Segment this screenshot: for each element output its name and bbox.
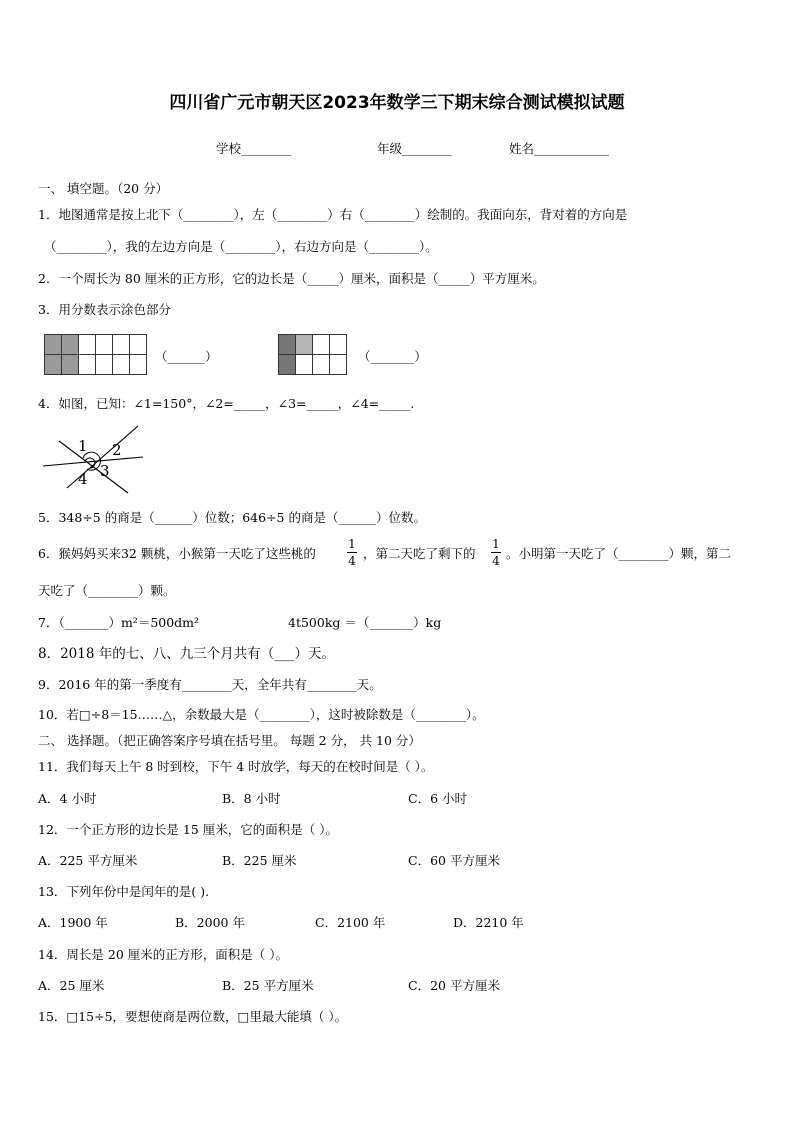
question-11-option-c[interactable]: C．6 小时 [408, 791, 467, 806]
angle-label-3: 3 [100, 462, 110, 480]
question-10: 10．若□÷8＝15……△，余数最大是（________），这时被除数是（________）。 [38, 707, 485, 722]
question-6-part-2: ，第二天吃了剩下的 [363, 546, 476, 561]
angle-label-4: 4 [78, 470, 88, 488]
question-14-option-a[interactable]: A．25 厘米 [38, 978, 105, 993]
question-7-part-1: 7．（_______）m²＝500dm² [38, 615, 200, 630]
fraction-one-quarter-1 [347, 537, 357, 568]
question-12: 12．一个正方形的边长是 15 厘米，它的面积是（ ）。 [38, 822, 338, 837]
section-heading-fill-blank: 一、 填空题。（20 分） [38, 181, 169, 196]
question-3-blank-1[interactable]: （______） [155, 349, 218, 364]
question-4: 4．如图，已知：∠1=150°，∠2=_____，∠3=_____，∠4=_____. [38, 396, 415, 411]
question-6-part-3: 。小明第一天吃了（________）颗，第二 [506, 546, 732, 561]
fraction-denominator: 4 [492, 554, 500, 568]
question-3: 3．用分数表示涂色部分 [38, 302, 171, 317]
fraction-one-quarter-2 [491, 537, 501, 568]
fraction-numerator: 1 [348, 537, 356, 551]
question-12-option-a[interactable]: A．225 平方厘米 [38, 853, 138, 868]
angle-label-1: 1 [78, 437, 88, 455]
question-13-option-a[interactable]: A．1900 年 [38, 915, 108, 930]
page-title: 四川省广元市朝天区2023年数学三下期末综合测试模拟试题 [169, 93, 625, 113]
question-12-option-c[interactable]: C．60 平方厘米 [408, 853, 500, 868]
question-1-line-1: 1．地图通常是按上北下（________），左（________）右（________）绘制的。我面向东，背对着的方向是 [38, 207, 628, 222]
question-13-option-b[interactable]: B．2000 年 [175, 915, 245, 930]
grade-field[interactable]: 年级________ [377, 141, 453, 156]
question-11: 11．我们每天上午 8 时到校，下午 4 时放学，每天的在校时间是（ ）。 [38, 759, 434, 774]
question-14: 14．周长是 20 厘米的正方形，面积是（ ）。 [38, 947, 288, 962]
question-2: 2．一个周长为 80 厘米的正方形，它的边长是（_____）厘米，面积是（_____）平方厘米。 [38, 271, 545, 286]
question-5: 5．348÷5 的商是（______）位数；646÷5 的商是（______）位数。 [38, 510, 426, 525]
question-13: 13．下列年份中是闰年的是( ). [38, 884, 210, 899]
shaded-grid-2 [278, 334, 347, 375]
angle-diagram [40, 424, 150, 494]
question-3-blank-2[interactable]: （_______） [358, 349, 427, 364]
question-14-option-b[interactable]: B．25 平方厘米 [222, 978, 314, 993]
question-9: 9．2016 年的第一季度有________天，全年共有________天。 [38, 677, 382, 692]
angle-label-2: 2 [112, 441, 122, 459]
name-field[interactable]: 姓名____________ [509, 141, 610, 156]
fraction-denominator: 4 [348, 554, 356, 568]
question-7-part-2: 4t500kg ＝（_______）kg [288, 615, 442, 630]
question-11-option-a[interactable]: A．4 小时 [38, 791, 97, 806]
fraction-numerator: 1 [492, 537, 500, 551]
question-6-part-1: 6．猴妈妈买来32 颗桃，小猴第一天吃了这些桃的 [38, 546, 316, 561]
question-6-line-2: 天吃了（________）颗。 [38, 583, 176, 598]
question-13-option-d[interactable]: D．2210 年 [453, 915, 524, 930]
question-13-option-c[interactable]: C．2100 年 [315, 915, 386, 930]
question-11-option-b[interactable]: B．8 小时 [222, 791, 281, 806]
school-field[interactable]: 学校________ [216, 141, 292, 156]
shaded-grid-1 [44, 334, 147, 375]
question-12-option-b[interactable]: B．225 厘米 [222, 853, 297, 868]
question-15: 15．□15÷5，要想使商是两位数，□里最大能填（ ）。 [38, 1009, 348, 1024]
question-8: 8．2018 年的七、八、九三个月共有（___）天。 [38, 646, 335, 662]
question-1-line-2: （________），我的左边方向是（________），右边方向是（________）。 [44, 239, 438, 254]
section-heading-multiple-choice: 二、 选择题。（把正确答案序号填在括号里。 每题 2 分， 共 10 分） [38, 733, 421, 748]
question-14-option-c[interactable]: C．20 平方厘米 [408, 978, 500, 993]
